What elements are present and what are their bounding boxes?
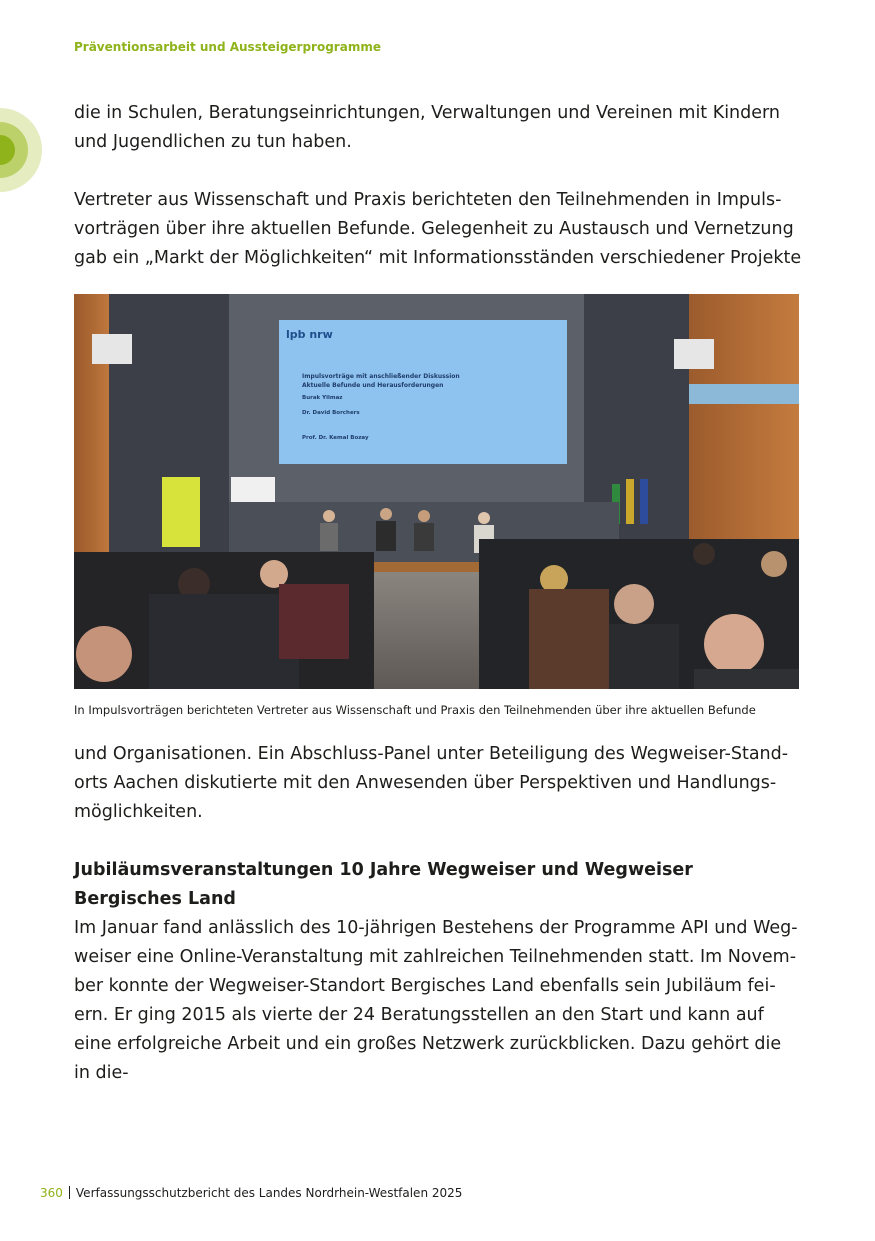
publication-title: Verfassungsschutzbericht des Landes Nordrhein-Westfalen 2025 <box>75 1186 463 1200</box>
event-photo <box>74 294 799 689</box>
running-title: Präventionsarbeit und Aussteigerprogramme <box>74 40 381 54</box>
slide-speaker-1: Burak Yilmaz <box>302 395 343 401</box>
page-number: 360 <box>40 1186 63 1200</box>
section-heading: Jubiläumsveranstaltungen 10 Jahre Wegweiser und Wegweiser Bergisches Land <box>74 860 693 909</box>
body-paragraph-4: Im Januar fand anlässlich des 10-jährigen Bestehens der Programme API und Wegweiser eine Online-Veranstaltung mit zahlreichen Teilnehmenden statt. Im November konnte der Wegweiser-Standort Bergisches Land ebenfalls sein Jubiläum feiern. Er ging 2015 als vierte der 24 Beratungsstellen an den Start und kann auf eine erfolgreiche Arbeit und ein großes Netzwerk zurückblicken. Dazu gehört die in die- <box>74 918 798 1083</box>
body-paragraph-3: und Organisationen. Ein Abschluss-Panel unter Beteiligung des Wegweiser-Standorts Aachen diskutierte mit den Anwesenden über Perspektiven und Handlungsmöglichkeiten. <box>74 744 789 822</box>
figure-caption: In Impulsvorträgen berichteten Vertreter aus Wissenschaft und Praxis den Teilnehmenden über ihre aktuellen Befunde <box>74 703 756 717</box>
slide-speaker-2: Dr. David Borchers <box>302 410 360 416</box>
slide-speaker-3: Prof. Dr. Kemal Bozay <box>302 435 369 441</box>
slide-title: Impulsvorträge mit anschließender Diskussion <box>302 373 460 380</box>
slide-logo: lpb nrw <box>286 328 333 341</box>
slide-subtitle: Aktuelle Befunde und Herausforderungen <box>302 382 444 389</box>
footer-divider <box>69 1186 70 1199</box>
page-footer <box>40 1186 462 1200</box>
decorative-circles-icon <box>0 108 42 192</box>
body-paragraph-1: die in Schulen, Beratungseinrichtungen, Verwaltungen und Vereinen mit Kindern und Jugendlichen zu tun haben. <box>74 103 781 152</box>
body-paragraph-2: Vertreter aus Wissenschaft und Praxis berichteten den Teilnehmenden in Impulsvorträgen über ihre aktuellen Befunde. Gelegenheit zu Austausch und Vernetzung gab ein „Markt der Möglichkeiten“ mit Informationsständen verschiedener Projekte <box>74 190 802 268</box>
